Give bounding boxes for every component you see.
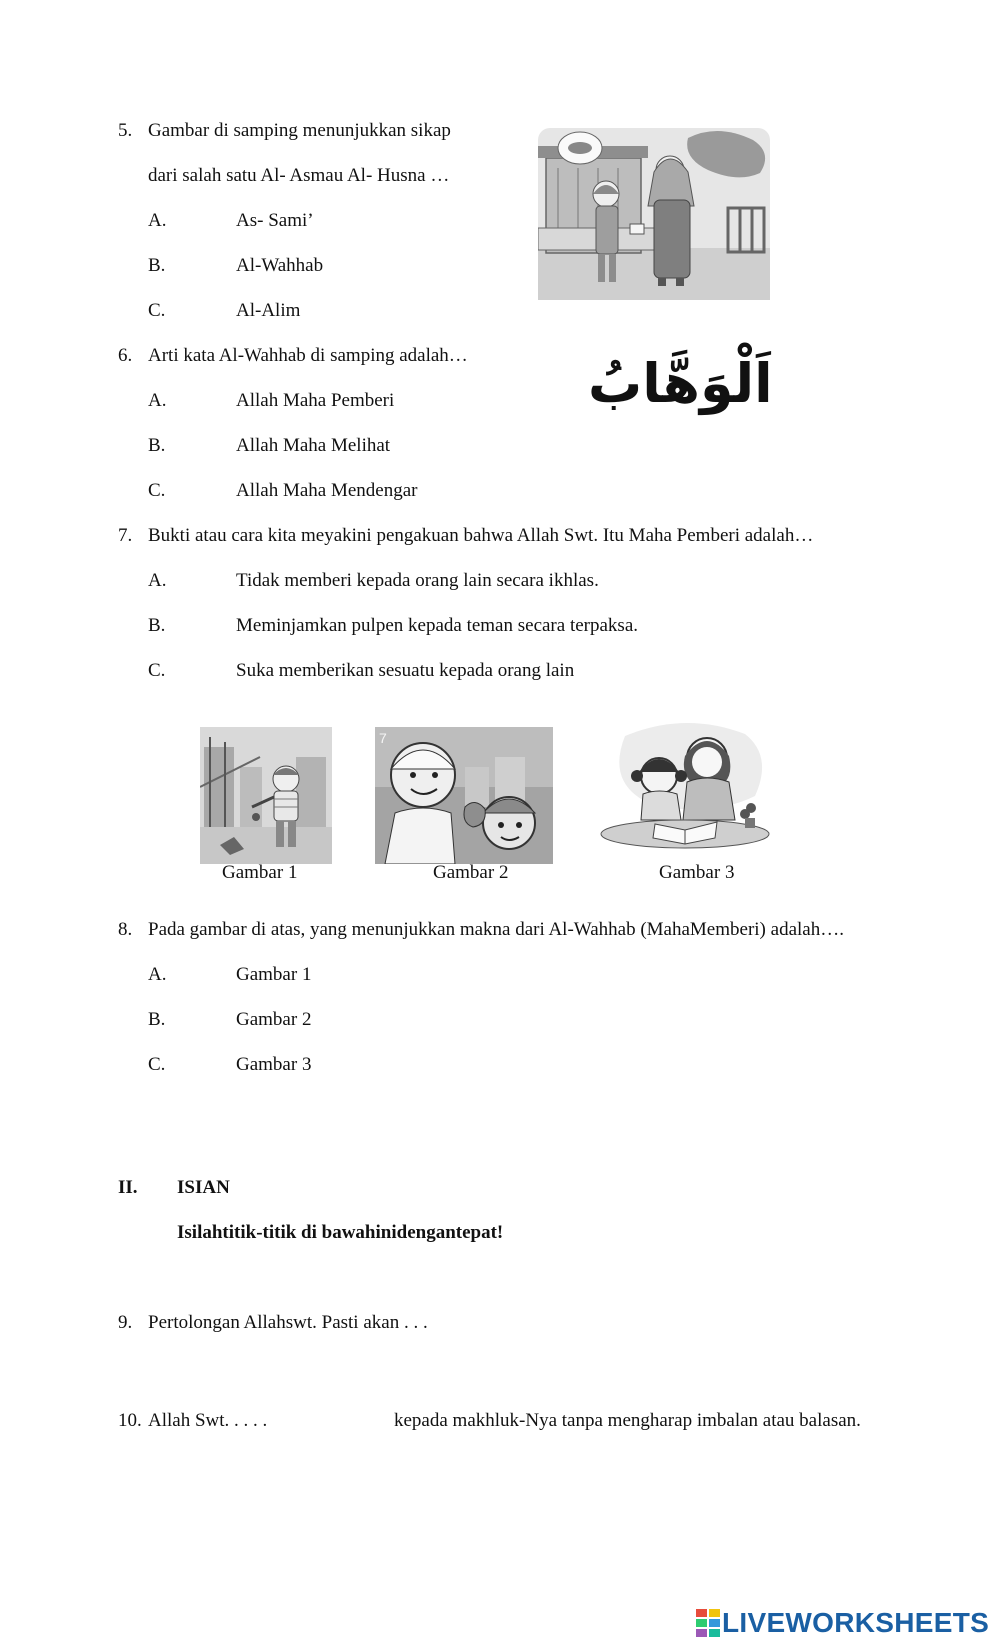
- question-10-text-before[interactable]: Allah Swt. . . . .: [148, 1410, 268, 1431]
- question-7-number: 7.: [118, 525, 133, 546]
- question-7-option-b[interactable]: Meminjamkan pulpen kepada teman secara terpaksa.: [236, 615, 638, 636]
- gambar-2-corner-mark: 7: [379, 730, 387, 746]
- gambar-2-caption: Gambar 2: [433, 862, 509, 883]
- question-6-option-a-letter[interactable]: A.: [148, 390, 167, 411]
- question-8-option-a[interactable]: Gambar 1: [236, 964, 312, 985]
- question-8-option-b-letter[interactable]: B.: [148, 1009, 166, 1030]
- question-5-number: 5.: [118, 120, 133, 141]
- question-6-option-b-letter[interactable]: B.: [148, 435, 166, 456]
- question-7-option-c-letter[interactable]: C.: [148, 660, 166, 681]
- question-8-number: 8.: [118, 919, 133, 940]
- question-6-option-c[interactable]: Allah Maha Mendengar: [236, 480, 418, 501]
- gambar-3-caption: Gambar 3: [659, 862, 735, 883]
- gambar-1-caption: Gambar 1: [222, 862, 298, 883]
- question-8-option-b[interactable]: Gambar 2: [236, 1009, 312, 1030]
- giving-illustration: [538, 128, 770, 300]
- question-6-option-a[interactable]: Allah Maha Pemberi: [236, 390, 395, 411]
- question-8-option-c-letter[interactable]: C.: [148, 1054, 166, 1075]
- section-2-title: ISIAN: [177, 1177, 230, 1198]
- question-7-line-1: Bukti atau cara kita meyakini pengakuan bahwa Allah Swt. Itu Maha Pemberi adalah…: [148, 525, 814, 546]
- question-9-text[interactable]: Pertolongan Allahswt. Pasti akan . . .: [148, 1312, 428, 1333]
- question-7-option-a-letter[interactable]: A.: [148, 570, 167, 591]
- liveworksheets-logo: [696, 1606, 989, 1640]
- arabic-al-wahhab: اَلْوَهَّابُ: [588, 352, 773, 415]
- question-7-option-c[interactable]: Suka memberikan sesuatu kepada orang lain: [236, 660, 575, 681]
- question-5-option-b-letter[interactable]: B.: [148, 255, 166, 276]
- question-8-option-a-letter[interactable]: A.: [148, 964, 167, 985]
- question-5-option-c[interactable]: Al-Alim: [236, 300, 301, 321]
- question-7-option-b-letter[interactable]: B.: [148, 615, 166, 636]
- question-5-option-a[interactable]: As- Sami’: [236, 210, 314, 231]
- section-2-instruction: Isilahtitik-titik di bawahinidengantepat!: [177, 1222, 504, 1243]
- question-8-line-1: Pada gambar di atas, yang menunjukkan makna dari Al-Wahhab (MahaMemberi) adalah….: [148, 919, 844, 940]
- question-5-line-1: Gambar di samping menunjukkan sikap: [148, 120, 451, 141]
- question-8-option-c[interactable]: Gambar 3: [236, 1054, 312, 1075]
- question-5-option-a-letter[interactable]: A.: [148, 210, 167, 231]
- liveworksheets-logo-text: LIVEWORKSHEETS: [722, 1607, 990, 1638]
- question-10-number: 10.: [118, 1410, 142, 1431]
- question-5-line-2: dari salah satu Al- Asmau Al- Husna …: [148, 165, 450, 186]
- question-5-option-b[interactable]: Al-Wahhab: [236, 255, 324, 276]
- section-2-numeral: II.: [118, 1177, 138, 1198]
- question-6-option-b[interactable]: Allah Maha Melihat: [236, 435, 391, 456]
- question-6-option-c-letter[interactable]: C.: [148, 480, 166, 501]
- question-9-number: 9.: [118, 1312, 133, 1333]
- liveworksheets-logo-icon: [696, 1609, 722, 1637]
- gambar-2-image: [375, 727, 553, 864]
- question-10-text-after: kepada makhluk-Nya tanpa mengharap imbalan atau balasan.: [394, 1410, 861, 1431]
- question-5-option-c-letter[interactable]: C.: [148, 300, 166, 321]
- question-7-option-a[interactable]: Tidak memberi kepada orang lain secara ikhlas.: [236, 570, 599, 591]
- gambar-1-image: [200, 727, 332, 864]
- gambar-3-image: [595, 716, 775, 852]
- question-6-line-1: Arti kata Al-Wahhab di samping adalah…: [148, 345, 468, 366]
- question-6-number: 6.: [118, 345, 133, 366]
